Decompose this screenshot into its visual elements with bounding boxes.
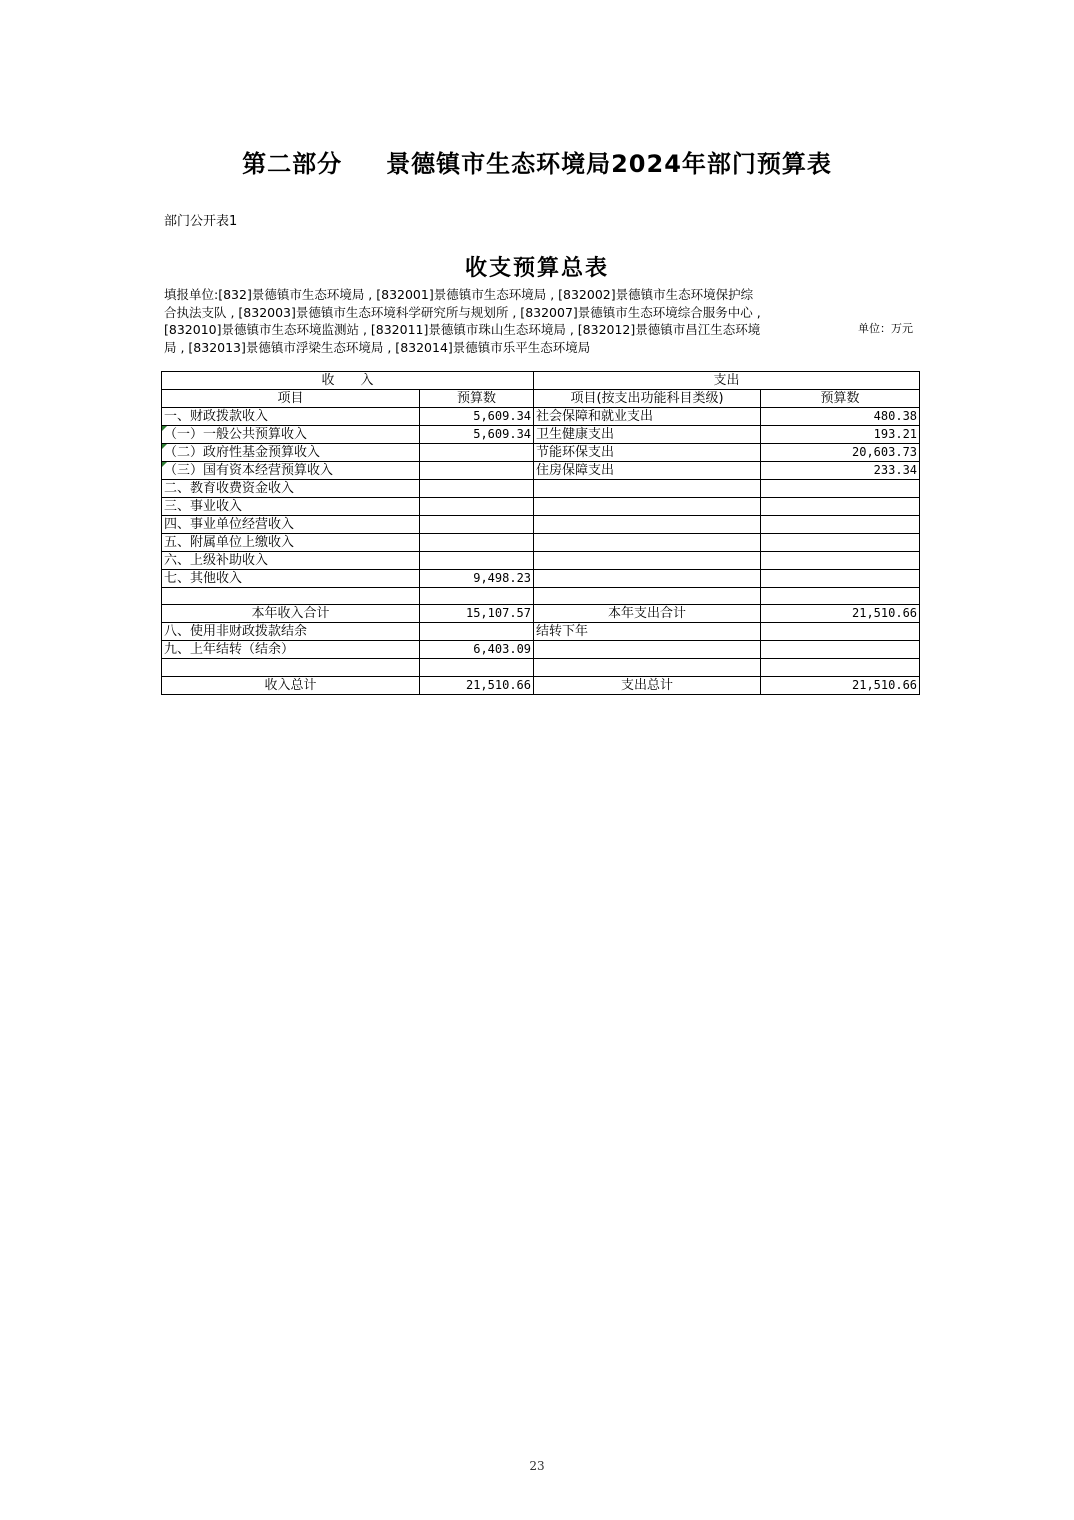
expense-amount [761, 552, 920, 570]
income-amount [420, 659, 534, 676]
income-amount: 21,510.66 [420, 676, 534, 694]
table-title: 收支预算总表 [464, 255, 609, 281]
expense-item [534, 480, 761, 498]
table-row [162, 676, 920, 694]
table-row [162, 534, 920, 552]
expense-header: 支出 [534, 372, 920, 390]
income-header: 收 入 [162, 372, 534, 390]
table-row [162, 552, 920, 570]
income-amount [420, 623, 534, 641]
income-item: 五、附属单位上缴收入 [162, 534, 420, 552]
table-row [162, 480, 920, 498]
expense-amount [761, 570, 920, 588]
reporting-unit: 填报单位:[832]景德镇市生态环境局 , [832001]景德镇市生态环境局 , [832002]景德镇市生态环境保护综合执法支队 , [832003]景德镇市生态环境科学研究所与规划所 , [832007]景德镇市生态环境综合服务中心 , [832010]景德镇市生态环境监测站 , [832011]景德镇市珠山生态环境局 , [832012]景德镇市昌江生态环境局 , [832013]景德镇市浮梁生态环境局 , [832014]景德镇市乐平生态环境局 [164, 287, 761, 355]
budget-summary-table [161, 371, 920, 695]
income-subtotal-label: 本年收入合计 [162, 605, 420, 623]
table-row [162, 623, 920, 641]
expense-amount [761, 623, 920, 641]
table-row [162, 516, 920, 534]
income-amount: 6,403.09 [420, 641, 534, 659]
income-item: 二、教育收费资金收入 [162, 480, 420, 498]
expense-item: 社会保障和就业支出 [534, 408, 761, 426]
income-item [162, 588, 420, 605]
table-row [162, 641, 920, 659]
expense-item [534, 588, 761, 605]
expense-item: 结转下年 [534, 623, 761, 641]
expense-amount: 193.21 [761, 426, 920, 444]
income-amount [420, 588, 534, 605]
income-amount [420, 516, 534, 534]
expense-item [534, 641, 761, 659]
document-title: 景德镇市生态环境局2024年部门预算表 [386, 150, 832, 178]
expense-item: 卫生健康支出 [534, 426, 761, 444]
income-item: 八、使用非财政拨款结余 [162, 623, 420, 641]
income-amount: 5,609.34 [420, 408, 534, 426]
income-item [162, 659, 420, 676]
expense-item: 节能环保支出 [534, 444, 761, 462]
expense-amount [761, 641, 920, 659]
income-total-label: 收入总计 [162, 676, 420, 694]
income-amount [420, 480, 534, 498]
col-expense-item-header: 项目(按支出功能科目类级) [534, 390, 761, 408]
expense-amount [761, 534, 920, 552]
page-number: 23 [529, 1459, 545, 1473]
table-row [162, 426, 920, 444]
expense-amount [761, 588, 920, 605]
income-item: （三）国有资本经营预算收入 [162, 462, 420, 480]
income-item: （一）一般公共预算收入 [162, 426, 420, 444]
income-amount [420, 534, 534, 552]
income-item: 九、上年结转（结余） [162, 641, 420, 659]
income-amount: 9,498.23 [420, 570, 534, 588]
table-header-group-row [162, 372, 920, 390]
table-number: 部门公开表1 [164, 214, 238, 229]
income-item: 七、其他收入 [162, 570, 420, 588]
income-amount [420, 552, 534, 570]
table-row [162, 605, 920, 623]
income-amount [420, 444, 534, 462]
income-item: （二）政府性基金预算收入 [162, 444, 420, 462]
expense-amount: 21,510.66 [761, 676, 920, 694]
unit-label: 单位：万元 [858, 322, 913, 335]
income-amount [420, 498, 534, 516]
income-item: 四、事业单位经营收入 [162, 516, 420, 534]
expense-item [534, 498, 761, 516]
table-row [162, 570, 920, 588]
income-amount [420, 462, 534, 480]
table-row [162, 444, 920, 462]
col-budget-header: 预算数 [420, 390, 534, 408]
expense-subtotal-label: 本年支出合计 [534, 605, 761, 623]
part-label: 第二部分 [242, 150, 343, 178]
expense-amount [761, 659, 920, 676]
expense-item [534, 534, 761, 552]
table-row [162, 498, 920, 516]
income-item: 六、上级补助收入 [162, 552, 420, 570]
expense-amount [761, 480, 920, 498]
expense-amount [761, 498, 920, 516]
expense-amount [761, 516, 920, 534]
table-row [162, 408, 920, 426]
table-row [162, 588, 920, 605]
page-title [0, 144, 1074, 179]
table-row [162, 462, 920, 480]
expense-amount: 21,510.66 [761, 605, 920, 623]
income-amount: 15,107.57 [420, 605, 534, 623]
col-item-header: 项目 [162, 390, 420, 408]
expense-item [534, 516, 761, 534]
table-header-row [162, 390, 920, 408]
expense-total-label: 支出总计 [534, 676, 761, 694]
income-amount: 5,609.34 [420, 426, 534, 444]
expense-item: 住房保障支出 [534, 462, 761, 480]
expense-item [534, 570, 761, 588]
expense-item [534, 659, 761, 676]
expense-amount: 20,603.73 [761, 444, 920, 462]
expense-amount: 233.34 [761, 462, 920, 480]
income-item: 三、事业收入 [162, 498, 420, 516]
col-expense-budget-header: 预算数 [761, 390, 920, 408]
income-item: 一、财政拨款收入 [162, 408, 420, 426]
table-row [162, 659, 920, 676]
expense-item [534, 552, 761, 570]
expense-amount: 480.38 [761, 408, 920, 426]
